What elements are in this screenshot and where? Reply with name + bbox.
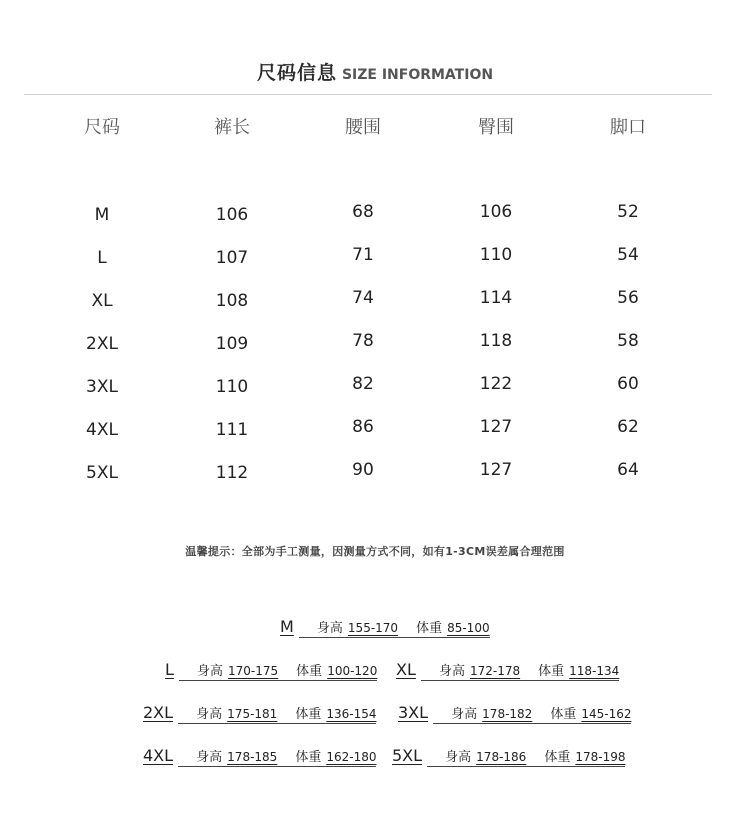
- recommend-size: XL: [396, 660, 416, 679]
- table-row-hem: 60: [617, 374, 639, 394]
- weight-range: 85-100: [447, 621, 490, 635]
- height-range: 172-178: [469, 664, 521, 678]
- recommend-size: 4XL: [143, 746, 174, 765]
- title-chinese: 尺码信息: [256, 62, 337, 84]
- recommend-size: 2XL: [143, 703, 174, 722]
- table-row-waist: 90: [352, 460, 374, 480]
- table-row-hem: 56: [617, 288, 639, 308]
- weight-range: 100-120: [327, 664, 378, 678]
- table-row-size: 5XL: [86, 463, 118, 483]
- table-row-size: M: [94, 205, 110, 225]
- height-label: 身高: [445, 750, 472, 765]
- table-row-hem: 58: [617, 331, 639, 351]
- table-row-waist: 68: [352, 202, 374, 222]
- title-english: SIZE INFORMATION: [341, 67, 494, 83]
- table-row-waist: 74: [352, 288, 374, 308]
- table-row-hip: 114: [479, 288, 513, 308]
- table-row-hem: 62: [617, 417, 639, 437]
- table-row-length: 111: [215, 420, 249, 440]
- table-row-size: XL: [91, 291, 113, 311]
- height-range: 175-181: [227, 707, 278, 721]
- weight-label: 体重: [416, 621, 443, 636]
- recommend-size: M: [280, 617, 294, 636]
- header-hem: 脚口: [610, 117, 646, 138]
- height-label: 身高: [438, 664, 465, 679]
- recommend-item: [396, 660, 619, 679]
- table-row-length: 108: [215, 291, 249, 311]
- table-row-length: 109: [215, 334, 249, 354]
- title-divider: [24, 94, 712, 95]
- weight-range: 162-180: [326, 750, 377, 764]
- height-label: 身高: [316, 621, 343, 636]
- weight-label: 体重: [295, 707, 322, 722]
- height-label: 身高: [196, 750, 223, 765]
- recommend-item: [143, 746, 376, 765]
- weight-range: 178-198: [575, 750, 626, 764]
- height-label: 身高: [451, 707, 478, 722]
- height-range: 170-175: [228, 664, 279, 678]
- weight-label: 体重: [544, 750, 571, 765]
- weight-label: 体重: [295, 750, 322, 765]
- recommend-item: [143, 703, 376, 722]
- table-row-hip: 106: [479, 202, 513, 222]
- table-row-hip: 127: [479, 417, 513, 437]
- recommend-size: 3XL: [398, 703, 429, 722]
- weight-range: 118-134: [569, 664, 620, 678]
- recommend-size: L: [165, 660, 174, 679]
- table-row-hem: 64: [617, 460, 639, 480]
- height-range: 155-170: [347, 621, 399, 635]
- header-size: 尺码: [84, 117, 120, 138]
- recommend-item: [165, 660, 377, 679]
- table-row-length: 112: [215, 463, 249, 483]
- header-waist: 腰围: [345, 117, 381, 138]
- weight-range: 145-162: [581, 707, 632, 721]
- weight-label: 体重: [538, 664, 565, 679]
- page-title: [0, 58, 750, 85]
- table-row-waist: 71: [352, 245, 374, 265]
- header-length: 裤长: [214, 117, 250, 138]
- table-row-hip: 122: [479, 374, 513, 394]
- table-row-length: 107: [215, 248, 249, 268]
- header-hip: 臀围: [478, 117, 514, 138]
- height-range: 178-182: [482, 707, 533, 721]
- table-row-size: 4XL: [86, 420, 118, 440]
- height-range: 178-185: [227, 750, 278, 764]
- table-row-hem: 54: [617, 245, 639, 265]
- recommend-item: [392, 746, 625, 765]
- height-range: 178-186: [476, 750, 527, 764]
- table-row-hip: 118: [479, 331, 513, 351]
- table-row-size: 2XL: [86, 334, 118, 354]
- height-label: 身高: [197, 664, 224, 679]
- table-row-hip: 110: [479, 245, 513, 265]
- weight-range: 136-154: [326, 707, 377, 721]
- recommend-item: [398, 703, 631, 722]
- weight-label: 体重: [296, 664, 323, 679]
- table-row-hip: 127: [479, 460, 513, 480]
- recommend-item: [280, 617, 490, 636]
- table-row-size: L: [97, 248, 107, 268]
- table-row-size: 3XL: [86, 377, 118, 397]
- table-row-waist: 78: [352, 331, 374, 351]
- table-row-length: 106: [215, 205, 249, 225]
- table-row-waist: 82: [352, 374, 374, 394]
- table-row-length: 110: [215, 377, 249, 397]
- recommend-size: 5XL: [392, 746, 423, 765]
- weight-label: 体重: [550, 707, 577, 722]
- height-label: 身高: [196, 707, 223, 722]
- table-row-hem: 52: [617, 202, 639, 222]
- table-row-waist: 86: [352, 417, 374, 437]
- measurement-note: 温馨提示：全部为手工测量，因测量方式不同，如有1-3CM误差属合理范围: [185, 545, 565, 558]
